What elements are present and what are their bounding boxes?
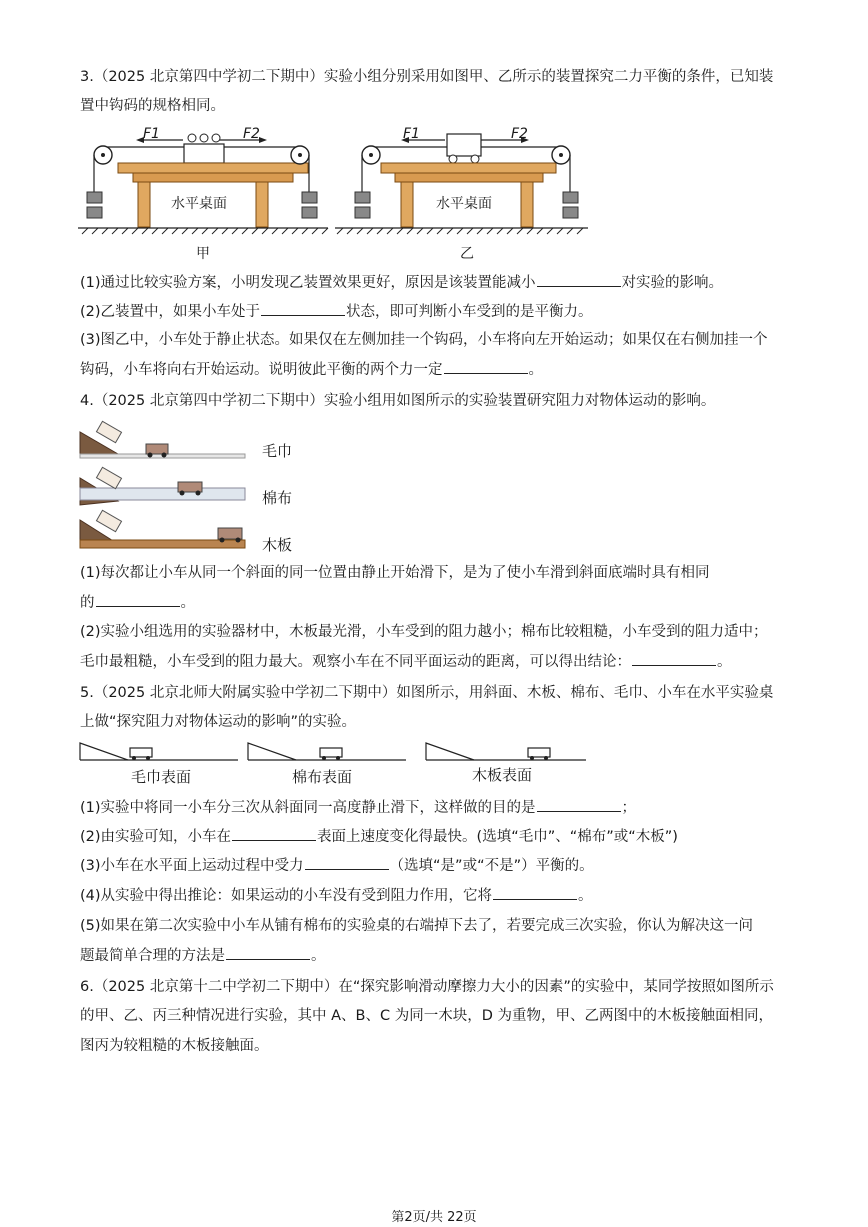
jia-f1-label: F1 [143, 126, 160, 142]
figure-surfaces [78, 420, 248, 555]
q5-part1: (1)实验中将同一小车分三次从斜面同一高度静止滑下，这样做的目的是 ； [80, 797, 636, 818]
q5-stem-line2: 上做“探究阻力对物体运动的影响”的实验。 [80, 714, 357, 730]
ramp-label-towel: 毛巾表面 [131, 768, 192, 786]
surface-label-towel: 毛巾 [262, 442, 293, 460]
answer-blank[interactable] [226, 945, 310, 960]
q5-part4: (4)从实验中得出推论：如果运动的小车没有受到阻力作用，它将 。 [80, 885, 593, 906]
jia-f2-label: F2 [243, 126, 260, 142]
answer-blank[interactable] [493, 885, 577, 900]
figure-jia [78, 122, 338, 240]
figure-ramps [78, 740, 593, 764]
yi-table-label: 水平桌面 [436, 196, 492, 212]
answer-blank[interactable] [96, 592, 180, 607]
q6-line2: 的甲、乙、丙三种情况进行实验，其中 A、B、C 为同一木块，D 为重物，甲、乙两图中的木板接触面相同， [80, 1008, 773, 1024]
q5-part3: (3)小车在水平面上运动过程中受力 （选填“是”或“不是”）平衡的。 [80, 855, 594, 876]
yi-caption: 乙 [460, 246, 474, 262]
answer-blank[interactable] [537, 272, 621, 287]
jia-caption: 甲 [196, 246, 210, 262]
q3-part1: (1)通过比较实验方案，小明发现乙装置效果更好，原因是该装置能减小 对实验的影响。 [80, 272, 723, 293]
q4-part2-line1: (2)实验小组选用的实验器材中，木板最光滑，小车受到的阻力越小；棉布比较粗糙，小车受到的阻力适中； [80, 624, 768, 640]
q3-part2: (2)乙装置中，如果小车处于 状态，即可判断小车受到的是平衡力。 [80, 301, 593, 322]
ramp-label-cotton: 棉布表面 [292, 768, 353, 786]
ramp-label-wood: 木板表面 [472, 766, 533, 784]
q4-part1-line2: 的 。 [80, 592, 195, 613]
q3-part3-line1: (3)图乙中，小车处于静止状态。如果仅在左侧加挂一个钩码，小车将向左开始运动；如果仅在右侧加挂一个 [80, 332, 768, 348]
q5-part2: (2)由实验可知，小车在 表面上速度变化得最快。(选填“毛巾”、“棉布”或“木板”) [80, 826, 678, 847]
yi-f1-label: F1 [403, 126, 420, 142]
surface-label-cotton: 棉布 [262, 489, 293, 507]
answer-blank[interactable] [632, 651, 716, 666]
q4-stem: 4.（2025 北京第四中学初二下期中）实验小组用如图所示的实验装置研究阻力对物体运动的影响。 [80, 393, 716, 409]
answer-blank[interactable] [305, 855, 389, 870]
q3-stem-line1: 3.（2025 北京第四中学初二下期中）实验小组分别采用如图甲、乙所示的装置探究二力平衡的条件，已知装 [80, 69, 774, 85]
q3-part3-line2: 钩码，小车将向右开始运动。说明彼此平衡的两个力一定 。 [80, 359, 543, 380]
q6-line3: 图丙为较粗糙的木板接触面。 [80, 1038, 269, 1054]
answer-blank[interactable] [444, 359, 528, 374]
yi-f2-label: F2 [511, 126, 528, 142]
q5-part5-line2: 题最简单合理的方法是 。 [80, 945, 326, 966]
answer-blank[interactable] [537, 797, 621, 812]
page-number: 第2页/共 22页 [391, 1210, 477, 1225]
q6-line1: 6.（2025 北京第十二中学初二下期中）在“探究影响滑动摩擦力大小的因素”的实验中，某同学按照如图所示 [80, 979, 774, 995]
q4-part2-line2: 毛巾最粗糙，小车受到的阻力最大。观察小车在不同平面运动的距离，可以得出结论： 。 [80, 651, 732, 672]
q4-part1-line1: (1)每次都让小车从同一个斜面的同一位置由静止开始滑下，是为了使小车滑到斜面底端时具有相同 [80, 565, 710, 581]
surface-label-wood: 木板 [262, 536, 293, 554]
q5-part5-line1: (5)如果在第二次实验中小车从铺有棉布的实验桌的右端掉下去了，若要完成三次实验，你认为解决这一问 [80, 918, 754, 934]
answer-blank[interactable] [232, 826, 316, 841]
figure-yi [333, 122, 593, 240]
answer-blank[interactable] [261, 301, 345, 316]
jia-table-label: 水平桌面 [171, 196, 227, 212]
q5-stem-line1: 5.（2025 北京北师大附属实验中学初二下期中）如图所示，用斜面、木板、棉布、毛巾、小车在水平实验桌 [80, 685, 774, 701]
q3-stem-line2: 置中钩码的规格相同。 [80, 98, 225, 114]
